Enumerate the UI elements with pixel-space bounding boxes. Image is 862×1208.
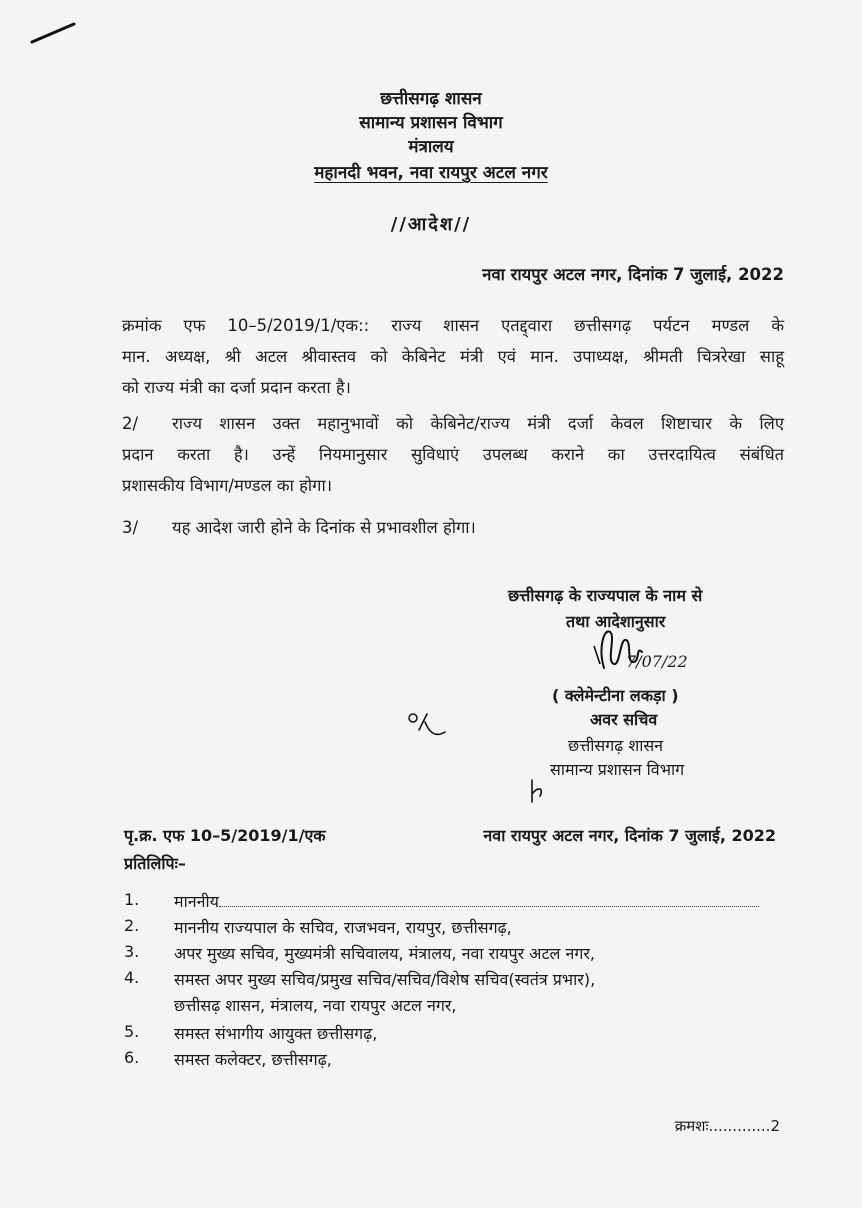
list-item-text-wrap	[174, 890, 759, 912]
list-item-number: 2.	[124, 916, 140, 935]
header-department: सामान्य प्रशासन विभाग	[359, 113, 503, 133]
copy-label: प्रतिलिपिः–	[124, 854, 186, 873]
place-date: नवा रायपुर अटल नगर, दिनांक 7 जुलाई, 2022	[482, 265, 784, 284]
signatory-department: सामान्य प्रशासन विभाग	[550, 760, 685, 779]
paragraph-2-line-1-text: राज्य शासन उक्त महानुभावों को केबिनेट/राज्य मंत्री दर्जा केवल शिष्टाचार के लिए	[172, 414, 784, 433]
signatory-govt: छत्तीसगढ़ शासन	[568, 736, 664, 755]
order-title: //आदेश//	[390, 214, 472, 235]
signature-authority-2: तथा आदेशानुसार	[566, 612, 666, 631]
blank-dotted-line	[219, 894, 759, 907]
paragraph-2-line-1	[122, 408, 784, 439]
paragraph-1	[122, 310, 784, 403]
handwritten-date: 7/07/22	[626, 652, 688, 671]
signature-authority-1: छत्तीसगढ़ के राज्यपाल के नाम से	[508, 586, 703, 605]
header-govt: छत्तीसगढ़ शासन	[380, 89, 482, 109]
header-address: महानदी भवन, नवा रायपुर अटल नगर	[314, 163, 548, 183]
list-item-text: समस्त अपर मुख्य सचिव/प्रमुख सचिव/सचिव/विशेष सचिव(स्वतंत्र प्रभार),	[174, 970, 596, 989]
list-item-text: माननीय राज्यपाल के सचिव, राजभवन, रायपुर, छत्तीसगढ़,	[174, 918, 512, 937]
paragraph-3-line	[122, 512, 784, 543]
paragraph-2	[122, 408, 784, 501]
endorsement-place-date: नवा रायपुर अटल नगर, दिनांक 7 जुलाई, 2022	[483, 826, 776, 845]
paragraph-1-line-1: क्रमांक एफ 10–5/2019/1/एक:: राज्य शासन एतद्द्वारा छत्तीसगढ़ पर्यटन मण्डल के	[122, 316, 784, 335]
paragraph-2-number: 2/	[122, 414, 139, 433]
handwritten-tick	[526, 776, 556, 806]
paragraph-1-line-2: मान. अध्यक्ष, श्री अटल श्रीवास्तव को केबिनेट मंत्री एवं मान. उपाध्यक्ष, श्रीमती चित्ररेखा साहू	[122, 347, 784, 366]
header-address-wrap	[0, 160, 862, 183]
signatory-designation: अवर सचिव	[590, 710, 658, 729]
list-item-text: अपर मुख्य सचिव, मुख्यमंत्री सचिवालय, मंत्रालय, नवा रायपुर अटल नगर,	[174, 944, 595, 963]
endorsement-ref: पृ.क्र. एफ 10–5/2019/1/एक	[124, 826, 326, 845]
header-ministry: मंत्रालय	[408, 137, 454, 157]
paragraph-3-number: 3/	[122, 518, 139, 537]
handwritten-mark	[30, 20, 80, 50]
list-item-text: समस्त कलेक्टर, छत्तीसगढ़,	[174, 1050, 332, 1069]
list-item-number: 3.	[124, 942, 140, 961]
paragraph-1-line-3: को राज्य मंत्री का दर्जा प्रदान करता है।	[122, 378, 351, 397]
paragraph-3-text: यह आदेश जारी होने के दिनांक से प्रभावशील होगा।	[172, 518, 476, 537]
paragraph-2-line-2: प्रदान करता है। उन्हें नियमानुसार सुविधाएं उपलब्ध कराने का उत्तरदायित्व संबंधित	[122, 445, 784, 464]
list-item-number: 4.	[124, 968, 140, 987]
signatory-name: ( क्लेमेन्टीना लकड़ा )	[552, 686, 679, 705]
paragraph-3	[122, 512, 784, 543]
continued-marker: क्रमशः.............2	[674, 1117, 780, 1135]
list-item-text-2: छत्तीसढ़ शासन, मंत्रालय, नवा रायपुर अटल नगर,	[174, 996, 457, 1015]
list-item-number: 1.	[124, 890, 140, 909]
list-item-number: 5.	[124, 1022, 140, 1041]
list-item-text: माननीय	[174, 892, 219, 911]
handwritten-initials	[405, 708, 455, 748]
paragraph-2-line-3: प्रशासकीय विभाग/मण्डल का होगा।	[122, 476, 332, 495]
list-item-number: 6.	[124, 1048, 140, 1067]
list-item-text: समस्त संभागीय आयुक्त छत्तीसगढ़,	[174, 1024, 378, 1043]
